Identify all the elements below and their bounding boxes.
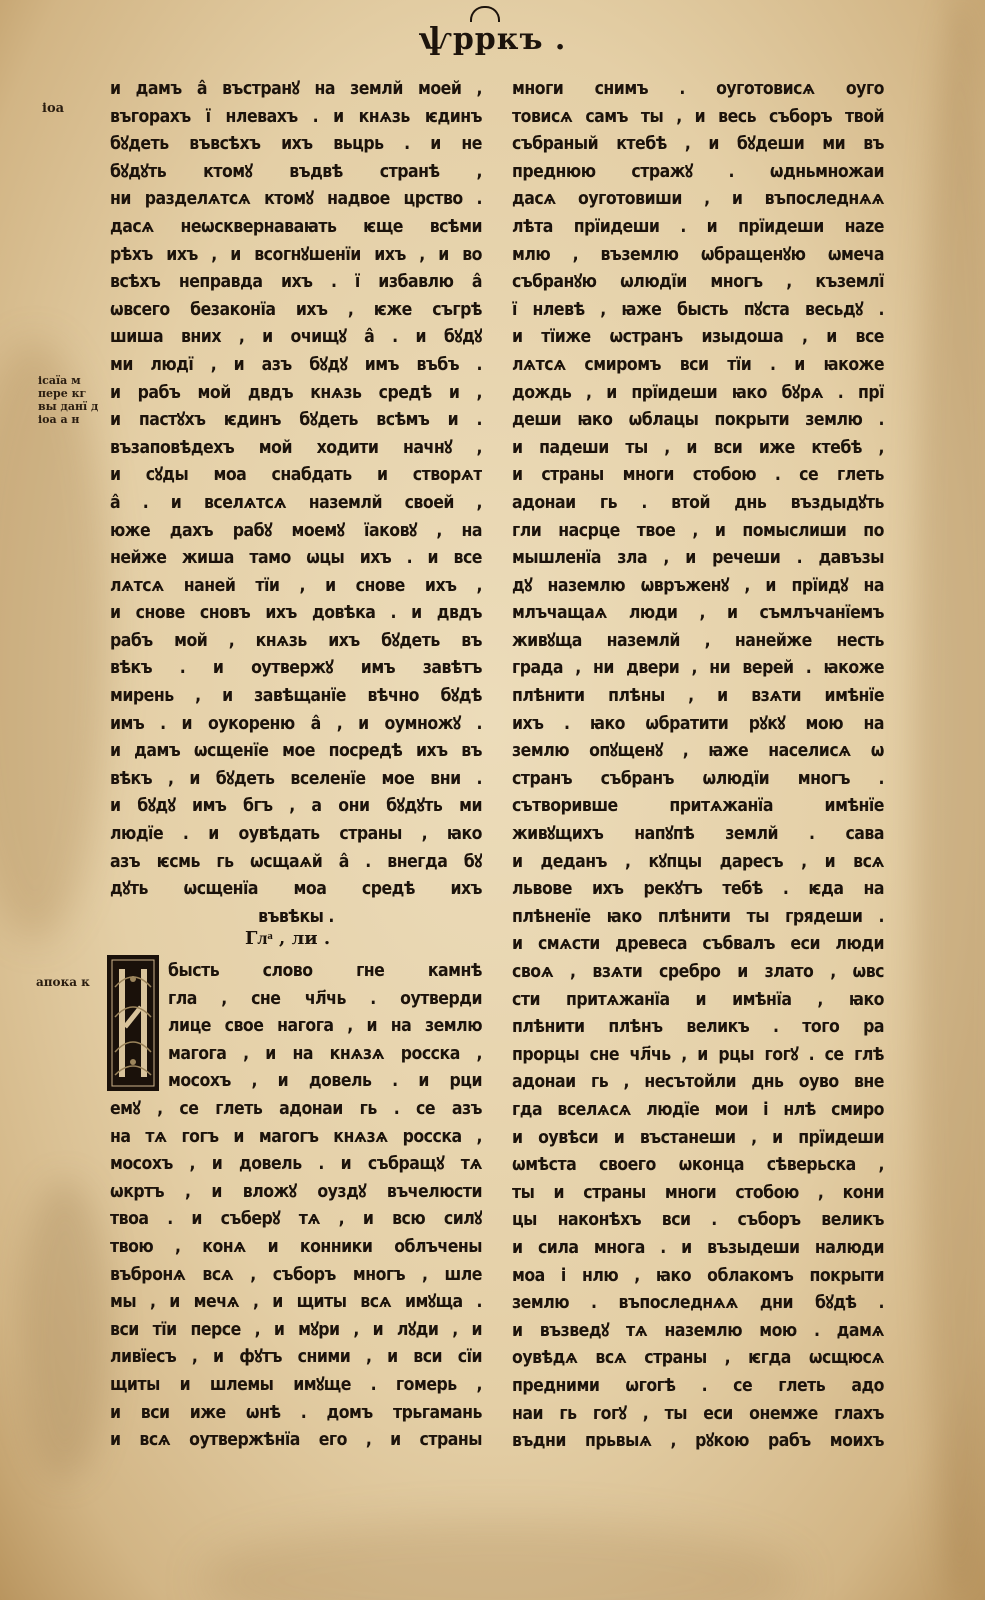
text-line: плѣненїе ꙗко плѣнити ты грядеши . — [512, 906, 884, 927]
text-line: нейже жиша тамо ѡцы ихъ . и все — [110, 548, 482, 569]
text-line: землю опꙋщенꙋ , ꙗже населисѧ ѡ — [512, 741, 884, 762]
text-line: ми людї , и азъ бꙋдꙋ имъ въбъ . — [110, 354, 482, 375]
stain — [915, 0, 985, 1600]
page-header: ѱрркъ . — [418, 22, 567, 57]
text-line: твою , конѧ и конники облъчены — [110, 1236, 482, 1257]
text-line: и пастꙋхъ ѥдинъ бꙋдеть всѣмъ и . — [110, 410, 482, 431]
margin-note: іоа — [42, 101, 65, 116]
text-line: бꙋдеть въвсѣхъ ихъ вьцрь . и не — [110, 134, 482, 155]
text-line: прорцы сне чл҃чь , и рцы гогꙋ . се глѣ — [512, 1044, 884, 1065]
text-line: рабъ мой , кнѧзь ихъ бꙋдеть въ — [110, 630, 482, 651]
text-line: сътворивше притѧжанїа имѣнїе — [512, 796, 884, 817]
text-line: ѡвсего безаконїа ихъ , ѥже съгрѣ — [110, 299, 482, 320]
text-line: и сила многа . и възыдеши налюди — [512, 1237, 884, 1258]
text-line: ни разделѧтсѧ ктомꙋ надвое црство . — [110, 189, 482, 210]
text-line: моа і нлю , ꙗко облакомъ покрыти — [512, 1265, 884, 1286]
text-line: на тѧ гогъ и магогъ кнѧзѧ росска , — [110, 1126, 482, 1147]
text-line: лице свое нагога , и на землю — [168, 1016, 482, 1037]
text-line: плѣнити плѣнъ великъ . того ра — [512, 1017, 884, 1038]
right-column — [512, 76, 884, 1456]
text-line: лѧтсѧ смиромъ вси тїи . и ꙗкоже — [512, 354, 884, 375]
text-line: цы наконѣхъ вси . съборъ великъ — [512, 1210, 884, 1231]
text-line: предними ѡгогѣ . се глеть адо — [512, 1375, 884, 1396]
text-line: и дамъ а̂ въстранꙋ на землй моей , — [110, 79, 482, 99]
text-line: и вси иже ѡнѣ . домъ трьгамань — [110, 1402, 482, 1423]
text-line: дасѧ неѡсквернаваꙗть ѥще всѣми — [110, 216, 482, 237]
text-line: плѣнити плѣны , и взѧти имѣнїе — [512, 686, 884, 707]
text-line: и бꙋдꙋ имъ бгъ , а они бꙋдꙋть ми — [110, 796, 482, 817]
text-line: рѣхъ ихъ , и всогнꙋшенїи ихъ , и во — [110, 244, 482, 265]
stain — [200, 1520, 800, 1600]
text-line: и всѧ оутвержѣнїа его , и страны — [110, 1430, 482, 1451]
text-line: людїе . и оувѣдать страны , ꙗко — [110, 824, 482, 845]
text-line: наи гь гогꙋ , ты еси онемже глахъ — [512, 1403, 884, 1424]
text-line: и възведꙋ тѧ наземлю мою . дамѧ — [512, 1320, 884, 1341]
text-line: львове ихъ рекꙋтъ тебѣ . ѥда на — [512, 879, 884, 900]
margin-note: ісаїа м пере кг вы данї д іоа а н — [38, 374, 99, 426]
text-line: своѧ , взѧти сребро и злато , ѡвс — [512, 962, 884, 982]
text-line: ты и страны многи стобою , кони — [512, 1182, 884, 1203]
chapter-heading: Глͣ , ли . — [245, 928, 331, 949]
text-line: ї нлевѣ , ꙗже бысть пꙋста весьдꙋ . — [512, 299, 884, 320]
text-line: събраный ктебѣ , и бꙋдеши ми въ — [512, 134, 884, 155]
text-line: магога , и на кнѧзѧ росска , — [168, 1043, 482, 1064]
text-line: събранꙋю ѡлюдїи многъ , къземлї — [512, 272, 884, 293]
text-line: вѣкъ . и оутвержꙋ имъ завѣтъ — [110, 658, 482, 679]
text-line: странъ събранъ ѡлюдїи многъ . — [512, 768, 884, 789]
text-line: ихъ . ꙗко ѡбратити рꙋкꙋ мою на — [512, 713, 884, 734]
text-line: всѣхъ неправда ихъ . ї избавлю а̂ — [110, 272, 482, 293]
text-line: юже дахъ рабꙋ моемꙋ їаковꙋ , на — [110, 520, 482, 541]
text-line: млю , въземлю ѡбращенꙋю ѡмеча — [512, 244, 884, 265]
text-line: лѣта прїидеши . и прїидеши наzе — [512, 216, 884, 237]
text-line: щиты и шлемы имꙋще . гомерь , — [110, 1374, 482, 1395]
text-line: въгорахъ ї нлевахъ . и кнѧзь ѥдинъ — [110, 106, 482, 127]
text-line: млъчащаѧ люди , и съмлъчанїемъ — [512, 603, 884, 624]
text-line: твоа . и съберꙋ тѧ , и всю силꙋ — [110, 1209, 482, 1230]
text-line: ливїесъ , и фꙋтъ сними , и вси сїи — [110, 1347, 482, 1368]
text-line: дасѧ оуготовиши , и въпоследнѧѧ — [512, 189, 884, 210]
text-line: ѡмѣста своего ѡконца сѣверьска , — [512, 1155, 884, 1176]
text-line: а̂ . и вселѧтсѧ наземлй своей , — [110, 492, 482, 513]
stain — [20, 1180, 110, 1480]
text-line: вси тїи персе , и мꙋри , и лꙋди , и — [110, 1319, 482, 1340]
text-line: въдни прьвыѧ , рꙋкою рабъ моихъ — [512, 1431, 884, 1452]
text-line: и тїиже ѡстранъ изыдоша , и все — [512, 327, 884, 348]
text-line: оувѣдѧ всѧ страны , ѥгда ѡсщюсѧ — [512, 1348, 884, 1369]
text-line: сти притѧжанїа и имѣнїа , ꙗко — [512, 989, 884, 1010]
text-line: землю . въпоследнѧѧ дни бꙋдѣ . — [512, 1293, 884, 1314]
text-line: мы , и мечѧ , и щиты всѧ имꙋща . — [110, 1292, 482, 1313]
text-line: гла , сне чл҃чь . оутверди — [168, 988, 482, 1009]
text-line: шиша вних , и очищꙋ а̂ . и бꙋдꙋ — [110, 327, 482, 348]
text-line: мирень , и завѣщанїе вѣчно бꙋдѣ — [110, 686, 482, 707]
text-line: емꙋ , се глеть адонаи гь . се азъ — [110, 1098, 482, 1119]
left-column — [110, 76, 482, 931]
text-line: азъ ѥсмь гь ѡсщаѧй а̂ . внегда бꙋ — [110, 851, 482, 872]
text-line: бꙋдꙋть ктомꙋ въдвѣ странѣ , — [110, 161, 482, 182]
text-line: и деданъ , кꙋпцы даресъ , и всѧ — [512, 851, 884, 872]
text-line: адонаи гь . втой днь въздыдꙋть — [512, 492, 884, 513]
text-line: възаповѣдехъ мой ходити начнꙋ , — [110, 437, 482, 458]
text-line: и дамъ ѡсщенїе мое посредѣ ихъ въ — [110, 741, 482, 762]
text-line: и смѧсти древеса събвалъ еси люди — [512, 934, 884, 955]
margin-note: апока к — [36, 975, 90, 989]
text-line: въбронѧ всѧ , съборъ многъ , шле — [110, 1264, 482, 1285]
text-line: и сꙋды моа снабдать и створѧт — [110, 465, 482, 486]
text-line: и снове сновъ ихъ довѣка . и двдъ — [110, 603, 482, 624]
text-line: дꙋть ѡсщенїа моа средѣ ихъ — [110, 879, 482, 900]
text-line: живꙋща наземлй , нанейже несть — [512, 630, 884, 651]
text-line: гда вселѧсѧ людїе мои і нлѣ смиро — [512, 1099, 884, 1120]
text-line: града , ни двери , ни верей . ꙗкоже — [512, 658, 884, 679]
text-line: мосохъ , и довель . и рци — [168, 1071, 482, 1092]
text-line: многи снимъ . оуготовисѧ оуго — [512, 79, 884, 99]
text-line: мышленїа зла , и речеши . давъзы — [512, 548, 884, 569]
text-line: адонаи гь , несътойли днь оуво вне — [512, 1072, 884, 1093]
text-line: преднюю стражꙋ . ѡдньмножаи — [512, 161, 884, 182]
text-line: дождь , и прїидеши ꙗко бꙋрѧ . прї — [512, 382, 884, 403]
text-line: лѧтсѧ наней тїи , и снове ихъ , — [110, 575, 482, 596]
text-line: гли насрце твое , и помыслиши по — [512, 520, 884, 541]
text-line: бысть слово гне камнѣ — [168, 961, 482, 981]
stain — [0, 340, 110, 940]
text-line: имъ . и оукореню а̂ , и оумножꙋ . — [110, 713, 482, 734]
text-line: деши ꙗко ѡблацы покрыти землю . — [512, 410, 884, 431]
text-line: дꙋ наземлю ѡвръженꙋ , и прїидꙋ на — [512, 575, 884, 596]
left-column-continued — [110, 958, 482, 1455]
text-line: мосохъ , и довель . и събращꙋ тѧ — [110, 1154, 482, 1175]
text-line: вѣкъ , и бꙋдеть вселенїе мое вни . — [110, 768, 482, 789]
text-line: живꙋщихъ напꙋпѣ землй . сава — [512, 824, 884, 845]
text-line: товисѧ самъ ты , и весь съборъ твой — [512, 106, 884, 127]
text-line: и рабъ мой двдъ кнѧзь средѣ и , — [110, 382, 482, 403]
header-ornament — [470, 6, 500, 22]
text-line: въвѣкы . — [258, 906, 334, 927]
text-line: и оувѣси и въстанеши , и прїидеши — [512, 1127, 884, 1148]
text-line: ѡкртъ , и вложꙋ оуздꙋ въчелюсти — [110, 1181, 482, 1202]
text-line: и страны многи стобою . се глеть — [512, 465, 884, 486]
text-line: и падеши ты , и вси иже ктебѣ , — [512, 437, 884, 458]
